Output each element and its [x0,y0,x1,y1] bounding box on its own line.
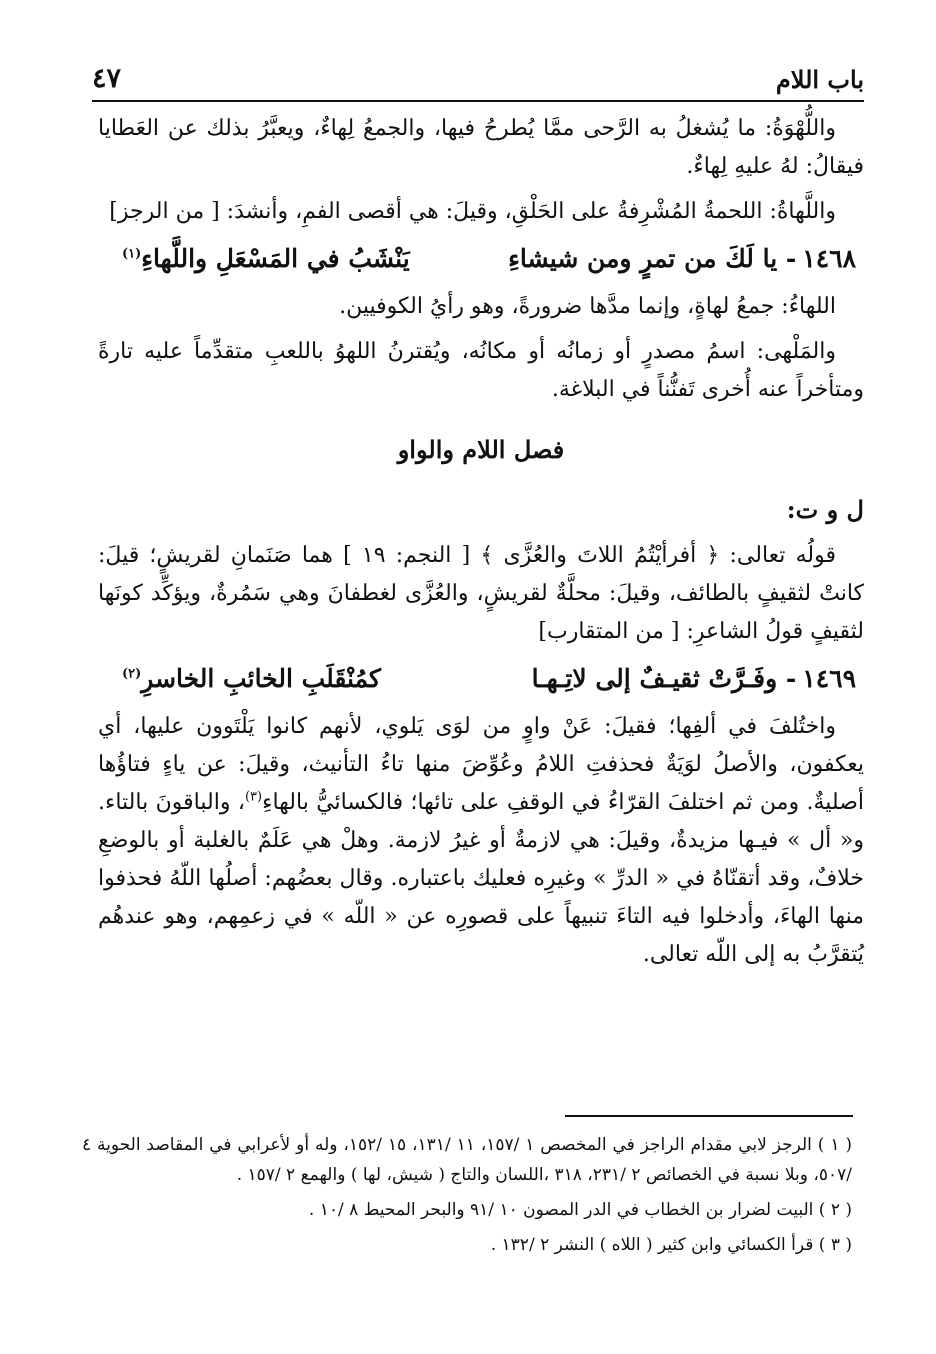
footnote-ref: (٢) [122,666,142,682]
footnote-ref: (٣) [244,789,263,805]
verse-hemistich: يا لَكَ من تمرٍ ومن شيشاءِ [508,244,778,273]
footnote-ref: (١) [122,246,142,262]
footnote-divider [565,1115,853,1117]
footnote: ( ٣ ) قرأ الكسائي وابن كثير ( اللاه ) النشر ٢ /١٣٢ . [490,1235,852,1255]
paragraph-text: واختُلفَ في ألفِها؛ فقيلَ: عَنْ واوٍ من لوَى يَلوي، لأنهم كانوا يَلْتَوون عليها، أي يعكفون، والأصلُ لوَيَةٌ فحذفتِ اللامُ وعُوِّضَ منها تاءُ التأنيث، وقيلَ: عن ياءٍ فتاؤُها أصليةٌ. ومن ثم اختلفَ القرّاءُ في الوقفِ على تائها؛ فالكسائيُّ بالهاءِ [98,714,864,815]
verse-second-half [122,238,410,280]
chapter-title: باب اللام [775,65,864,94]
paragraph: قولُه تعالى: ﴿ أفرأيْتُمُ اللاتَ والعُزَّى ﴾ [ النجم: ١٩ ] هما صَنَمانِ لقريشٍ؛ قيلَ: كانتْ لثقيفٍ بالطائف، وقيلَ: محلَّةٌ لقريشٍ، والعُزَّى لغطفانَ وهي سَمُرةٌ، ويؤكِّد كونَها لثقيفٍ قولُ الشاعرِ: [ من المتقارب] [98,543,864,644]
page-header [92,52,864,102]
footnote: ( ٢ ) البيت لضرار بن الخطاب في الدر المصون ١٠ /٩١ والبحر المحيط ٨ /١٠ . [308,1200,852,1220]
verse-second-half [122,658,381,700]
verse-hemistich: يَنْشَبُ في المَسْعَلِ واللَّهاءِ [141,244,410,273]
paragraph: واللَّهاةُ: اللحمةُ المُشْرِفةُ على الحَلْقِ، وقيلَ: هي أقصى الفمِ، وأنشدَ: [ من الرجز] [109,199,836,224]
paragraph: والمَلْهى: اسمُ مصدرٍ أو زمانُه أو مكانُه، ويُقترنُ اللهوُ باللعبِ متقدِّماً عليه تارةً ومتأخراً عنه أُخرى تَفنُّناً في البلاغة. [98,339,864,402]
footnote: ( ١ ) الرجز لابي مقدام الراجز في المخصص ١ /١٥٧، ١١ /١٣١، ١٥ /١٥٢، وله أو لأعرابي في المقاصد الحوية ٤ /٥٠٧، وبلا نسبة في الخصائص ٢ /٢٣١، ٣١٨ ،اللسان والتاج ( شيش، لها ) والهمع ٢ /١٥٧ . [82,1135,852,1185]
verse-number: ١٤٦٨ [802,244,856,273]
paragraph: اللهاءُ: جمعُ لهاةٍ، وإنما مدَّها ضرورةً، وهو رأيُ الكوفيين. [339,294,836,319]
poetry-verse [98,658,864,700]
verse-hemistich: وفَـرَّتْ ثقيـفٌ إلى لاتِـهـا [531,664,778,693]
section-heading: فصل اللام والواو [397,435,565,464]
main-text [98,110,864,981]
verse-hemistich: كمُنْقَلَبِ الخائبِ الخاسرِ [141,664,381,693]
page-number: ٤٧ [92,63,122,94]
verse-number: ١٤٦٩ [802,664,856,693]
paragraph-text: ، والباقونَ بالتاء. و« أل » فيـها مزيدةٌ، وقيلَ: هي لازمةٌ أو غيرُ لازمة. وهلْ هي عَلَمٌ بالغلبة أو بالوضعِ خلافٌ، وقد أتقنّاهُ في « الدرِّ » وغيرِه فعليك باعتباره. وقال بعضُهم: أصلُها اللّهُ فحذفوا منها الهاءَ، وأدخلوا فيه التاءَ تنبيهاً على قصورِه عن « اللّه » في زعمِهم، وهو عندهُم يُتقرَّبُ به إلى اللّه تعالى. [98,790,864,967]
root-heading: ل و ت: [786,495,864,524]
verse-first-half: ١٤٦٨- يا لَكَ من تمرٍ ومن شيشاءِ [508,244,856,273]
footnotes [82,1130,852,1265]
paragraph [98,708,864,974]
verse-first-half: ١٤٦٩- وفَـرَّتْ ثقيـفٌ إلى لاتِـهـا [531,664,856,693]
poetry-verse [98,238,864,280]
paragraph: واللُّهْوَةُ: ما يُشغلُ به الرَّحى ممَّا يُطرحُ فيها، والجمعُ لِهاءٌ، ويعبَّرُ بذلك عن العَطايا فيقالُ: لهُ عليهِ لِهاءٌ. [98,116,864,179]
